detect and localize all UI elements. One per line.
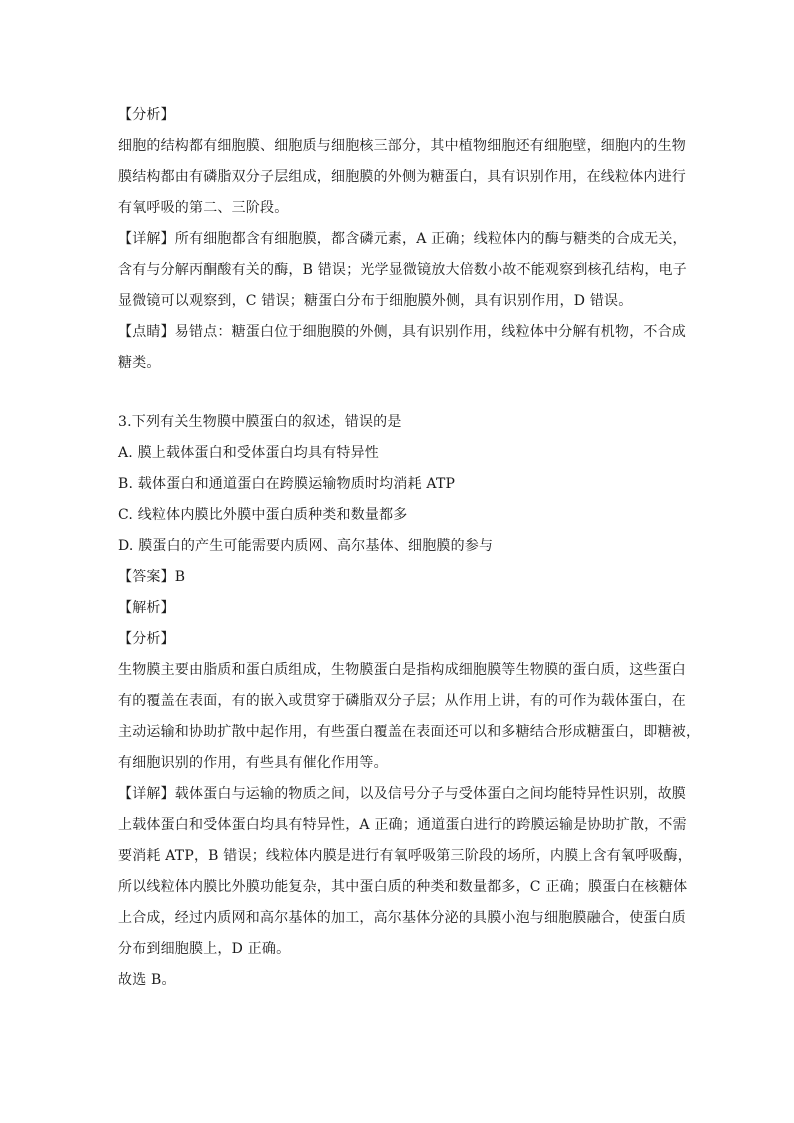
detail-paragraph xyxy=(118,224,687,317)
conclusion-line: 故选 B。 xyxy=(118,972,176,988)
tip-paragraph xyxy=(118,317,686,379)
detail-line: 显微镜可以观察到，C 错误；糖蛋白分布于细胞膜外侧，具有识别作用，D 错误。 xyxy=(118,293,633,309)
analysis-paragraph xyxy=(118,131,686,224)
analysis-line: 有的覆盖在表面，有的嵌入或贯穿于磷脂双分子层；从作用上讲，有的可作为载体蛋白，在 xyxy=(118,693,686,709)
analysis-line: 细胞的结构都有细胞膜、细胞质与细胞核三部分，其中植物细胞还有细胞壁，细胞内的生物 xyxy=(118,138,686,154)
analysis-heading: 【分析】 xyxy=(118,107,175,123)
detail-line: 所以线粒体内膜比外膜功能复杂，其中蛋白质的种类和数量都多，C 正确；膜蛋白在核糖体 xyxy=(118,879,688,895)
document-page xyxy=(118,100,701,996)
detail-line: 上合成，经过内质网和高尔基体的加工，高尔基体分泌的具膜小泡与细胞膜融合，使蛋白质 xyxy=(118,910,686,926)
detail-line: 含有与分解丙酮酸有关的酶，B 错误；光学显微镜放大倍数小故不能观察到核孔结构，电子 xyxy=(118,262,687,278)
option-d: D. 膜蛋白的产生可能需要内质网、高尔基体、细胞膜的参与 xyxy=(118,538,494,554)
tip-line: 糖类。 xyxy=(118,355,161,371)
detail-line: 分布到细胞膜上，D 正确。 xyxy=(118,941,291,957)
detail-line: 【详解】载体蛋白与运输的物质之间，以及信号分子与受体蛋白之间均能特异性识别，故膜 xyxy=(118,786,686,802)
option-c: C. 线粒体内膜比外膜中蛋白质种类和数量都多 xyxy=(118,507,408,523)
option-b: B. 载体蛋白和通道蛋白在跨膜运输物质时均消耗 ATP xyxy=(118,476,456,492)
analysis-heading: 【分析】 xyxy=(118,631,175,647)
question-stem: 3.下列有关生物膜中膜蛋白的叙述，错误的是 xyxy=(118,414,402,430)
section-gap xyxy=(118,379,678,407)
analysis-line: 有细胞识别的作用，有些具有催化作用等。 xyxy=(118,755,388,771)
detail-line: 要消耗 ATP，B 错误；线粒体内膜是进行有氧呼吸第三阶段的场所，内膜上含有氧呼吸酶， xyxy=(118,848,692,864)
detail-paragraph xyxy=(118,779,692,965)
analysis-paragraph xyxy=(118,655,701,779)
tip-line: 【点睛】易错点：糖蛋白位于细胞膜的外侧，具有识别作用，线粒体中分解有机物，不合成 xyxy=(118,324,686,340)
option-a: A. 膜上载体蛋白和受体蛋白均具有特异性 xyxy=(118,445,380,461)
analysis-line: 主动运输和协助扩散中起作用，有些蛋白覆盖在表面还可以和多糖结合形成糖蛋白，即糖被， xyxy=(118,724,701,740)
answer-line: 【答案】B xyxy=(118,569,186,585)
analysis-line: 膜结构都由有磷脂双分子层组成，细胞膜的外侧为糖蛋白，具有识别作用，在线粒体内进行 xyxy=(118,169,686,185)
explanation-heading: 【解析】 xyxy=(118,600,175,616)
detail-line: 上载体蛋白和受体蛋白均具有特异性，A 正确；通道蛋白进行的跨膜运输是协助扩散，不需 xyxy=(118,817,687,833)
detail-line: 【详解】所有细胞都含有细胞膜，都含磷元素，A 正确；线粒体内的酶与糖类的合成无关， xyxy=(118,231,687,247)
analysis-line: 有氧呼吸的第二、三阶段。 xyxy=(118,200,289,216)
analysis-line: 生物膜主要由脂质和蛋白质组成，生物膜蛋白是指构成细胞膜等生物膜的蛋白质，这些蛋白 xyxy=(118,662,686,678)
